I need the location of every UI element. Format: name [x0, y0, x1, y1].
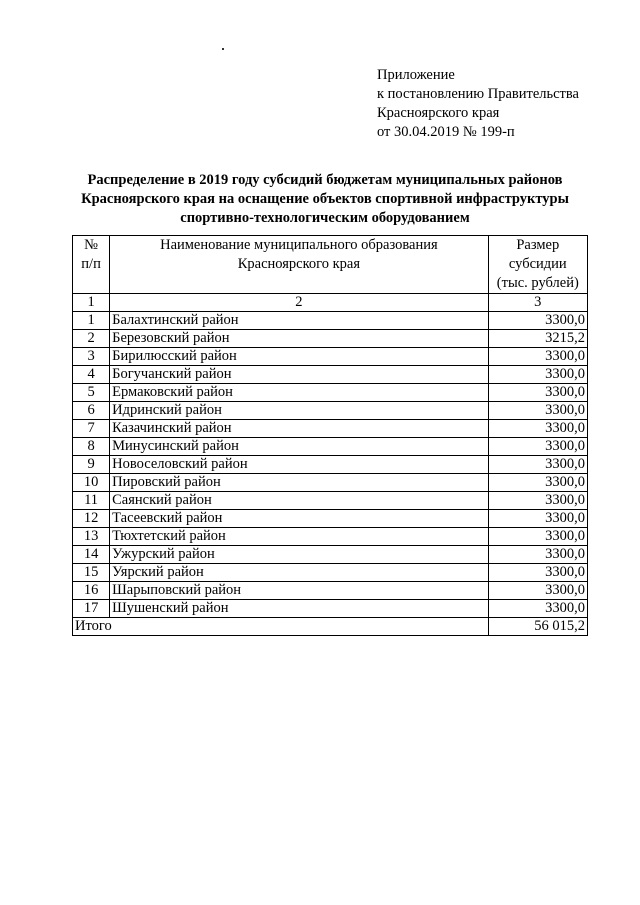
subsidy-amount: 3300,0: [488, 348, 587, 366]
table-row: [73, 546, 588, 564]
row-number: 3: [73, 348, 110, 366]
row-number: 2: [73, 330, 110, 348]
municipality-name: Ужурский район: [110, 546, 488, 564]
column-number: 3: [488, 294, 587, 312]
row-number: 12: [73, 510, 110, 528]
table-row: [73, 330, 588, 348]
table-row: [73, 582, 588, 600]
subsidy-amount: 3300,0: [488, 492, 587, 510]
header-text: п/п: [81, 256, 101, 272]
table-row: [73, 456, 588, 474]
approval-line: к постановлению Правительства: [377, 86, 579, 102]
subsidy-amount: 3300,0: [488, 366, 587, 384]
header-subsidy-amount: [488, 236, 587, 294]
header-text: Размер: [516, 237, 560, 253]
subsidy-amount: 3300,0: [488, 546, 587, 564]
row-number: 16: [73, 582, 110, 600]
header-text: №: [84, 237, 98, 253]
total-label: Итого: [73, 618, 489, 636]
header-text: Красноярского края: [237, 256, 361, 272]
table-row: [73, 528, 588, 546]
header-text: Наименование муниципального образования: [160, 237, 438, 253]
table-row: [73, 510, 588, 528]
header-text: (тыс. рублей): [496, 275, 579, 291]
municipality-name: Новоселовский район: [110, 456, 488, 474]
municipality-name: Балахтинский район: [110, 312, 488, 330]
header-municipality: [110, 236, 488, 294]
row-number: 1: [73, 312, 110, 330]
municipality-name: Казачинский район: [110, 420, 488, 438]
subsidy-amount: 3300,0: [488, 312, 587, 330]
table-row: [73, 366, 588, 384]
subsidy-amount: 3215,2: [488, 330, 587, 348]
scan-dot: [222, 48, 224, 50]
row-number: 7: [73, 420, 110, 438]
municipality-name: Уярский район: [110, 564, 488, 582]
document-title: [40, 171, 610, 228]
approval-block: [377, 66, 579, 142]
row-number: 4: [73, 366, 110, 384]
row-number: 10: [73, 474, 110, 492]
municipality-name: Тюхтетский район: [110, 528, 488, 546]
table-row: [73, 474, 588, 492]
subsidy-distribution-table: [72, 235, 588, 636]
header-text: субсидии: [508, 256, 567, 272]
table-row: [73, 564, 588, 582]
municipality-name: Березовский район: [110, 330, 488, 348]
subsidy-amount: 3300,0: [488, 402, 587, 420]
municipality-name: Богучанский район: [110, 366, 488, 384]
column-number: 2: [110, 294, 488, 312]
subsidy-amount: 3300,0: [488, 600, 587, 618]
table-row: [73, 438, 588, 456]
subsidy-amount: 3300,0: [488, 384, 587, 402]
approval-date-line: от 30.04.2019 № 199-п: [377, 124, 515, 140]
table-row: [73, 420, 588, 438]
subsidy-amount: 3300,0: [488, 474, 587, 492]
subsidy-amount: 3300,0: [488, 456, 587, 474]
column-number-row: [73, 294, 588, 312]
row-number: 8: [73, 438, 110, 456]
row-number: 11: [73, 492, 110, 510]
column-number: 1: [73, 294, 110, 312]
table-header-row: [73, 236, 588, 294]
municipality-name: Шарыповский район: [110, 582, 488, 600]
table-row: [73, 492, 588, 510]
subsidy-amount: 3300,0: [488, 438, 587, 456]
municipality-name: Тасеевский район: [110, 510, 488, 528]
title-line: спортивно-технологическим оборудованием: [180, 210, 470, 226]
row-number: 13: [73, 528, 110, 546]
table-row: [73, 600, 588, 618]
table-row: [73, 402, 588, 420]
municipality-name: Пировский район: [110, 474, 488, 492]
municipality-name: Бирилюсский район: [110, 348, 488, 366]
subsidy-amount: 3300,0: [488, 564, 587, 582]
municipality-name: Саянский район: [110, 492, 488, 510]
header-number: [73, 236, 110, 294]
municipality-name: Ермаковский район: [110, 384, 488, 402]
table-row: [73, 312, 588, 330]
subsidy-amount: 3300,0: [488, 582, 587, 600]
row-number: 14: [73, 546, 110, 564]
municipality-name: Минусинский район: [110, 438, 488, 456]
approval-line: Красноярского края: [377, 105, 500, 121]
municipality-name: Шушенский район: [110, 600, 488, 618]
table-row: [73, 348, 588, 366]
table-body: [73, 294, 588, 618]
row-number: 5: [73, 384, 110, 402]
subsidy-amount: 3300,0: [488, 420, 587, 438]
title-line: Красноярского края на оснащение объектов спортивной инфраструктуры: [81, 191, 569, 207]
table-row: [73, 384, 588, 402]
row-number: 15: [73, 564, 110, 582]
subsidy-amount: 3300,0: [488, 528, 587, 546]
approval-line: Приложение: [377, 67, 455, 83]
municipality-name: Идринский район: [110, 402, 488, 420]
subsidy-amount: 3300,0: [488, 510, 587, 528]
row-number: 9: [73, 456, 110, 474]
row-number: 17: [73, 600, 110, 618]
total-value: 56 015,2: [488, 618, 587, 636]
row-number: 6: [73, 402, 110, 420]
total-row: [73, 618, 588, 636]
title-line: Распределение в 2019 году субсидий бюджетам муниципальных районов: [87, 172, 563, 188]
